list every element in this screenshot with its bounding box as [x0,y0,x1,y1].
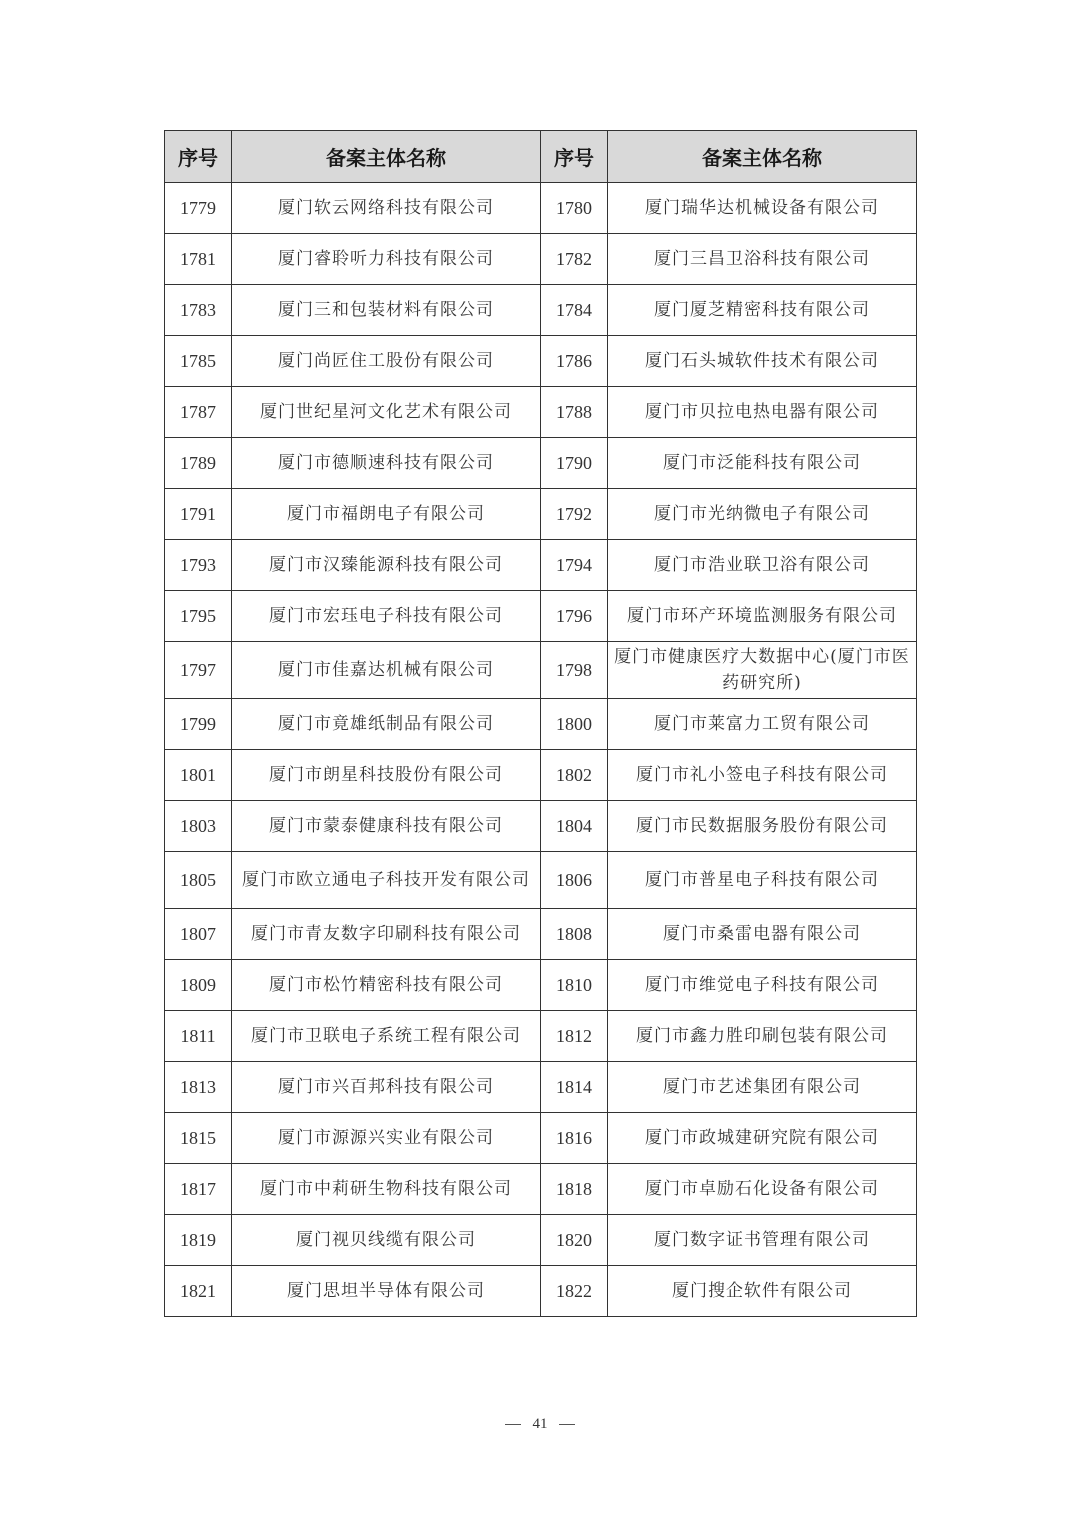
row-number-right: 1796 [541,591,608,642]
table-row [165,960,917,1011]
entity-name-right: 厦门市环产环境监测服务有限公司 [608,591,917,642]
row-number-right: 1812 [541,1011,608,1062]
row-number-left: 1811 [165,1011,232,1062]
entity-name-right: 厦门市光纳微电子有限公司 [608,489,917,540]
entity-name-left: 厦门市兴百邦科技有限公司 [232,1062,541,1113]
row-number-left: 1795 [165,591,232,642]
row-number-left: 1781 [165,234,232,285]
entity-name-right: 厦门搜企软件有限公司 [608,1266,917,1317]
row-number-left: 1779 [165,183,232,234]
entity-name-left: 厦门世纪星河文化艺术有限公司 [232,387,541,438]
row-number-left: 1801 [165,750,232,801]
row-number-right: 1814 [541,1062,608,1113]
entity-name-right: 厦门市普星电子科技有限公司 [608,852,917,909]
row-number-right: 1802 [541,750,608,801]
entity-name-right: 厦门市健康医疗大数据中心(厦门市医药研究所) [608,642,917,699]
entity-name-right: 厦门三昌卫浴科技有限公司 [608,234,917,285]
table-row [165,909,917,960]
table-row [165,438,917,489]
table-row [165,336,917,387]
row-number-left: 1803 [165,801,232,852]
entity-name-left: 厦门市汉臻能源科技有限公司 [232,540,541,591]
row-number-left: 1817 [165,1164,232,1215]
row-number-right: 1808 [541,909,608,960]
row-number-right: 1786 [541,336,608,387]
table-row [165,642,917,699]
entity-name-left: 厦门市宏珏电子科技有限公司 [232,591,541,642]
table-row [165,234,917,285]
entity-name-right: 厦门石头城软件技术有限公司 [608,336,917,387]
table-header-row [165,131,917,183]
row-number-left: 1809 [165,960,232,1011]
entity-name-left: 厦门软云网络科技有限公司 [232,183,541,234]
row-number-right: 1784 [541,285,608,336]
entity-name-right: 厦门市卓励石化设备有限公司 [608,1164,917,1215]
entity-name-left: 厦门市德顺速科技有限公司 [232,438,541,489]
page-footer [0,1416,1080,1433]
row-number-right: 1798 [541,642,608,699]
entity-name-right: 厦门市民数据服务股份有限公司 [608,801,917,852]
row-number-left: 1791 [165,489,232,540]
entity-name-left: 厦门三和包装材料有限公司 [232,285,541,336]
entity-name-left: 厦门市源源兴实业有限公司 [232,1113,541,1164]
entity-name-right: 厦门瑞华达机械设备有限公司 [608,183,917,234]
entity-name-left: 厦门思坦半导体有限公司 [232,1266,541,1317]
entity-name-left: 厦门市蒙泰健康科技有限公司 [232,801,541,852]
entity-name-right: 厦门市艺述集团有限公司 [608,1062,917,1113]
row-number-right: 1810 [541,960,608,1011]
row-number-right: 1822 [541,1266,608,1317]
entity-name-left: 厦门市青友数字印刷科技有限公司 [232,909,541,960]
row-number-left: 1793 [165,540,232,591]
row-number-right: 1804 [541,801,608,852]
row-number-left: 1797 [165,642,232,699]
header-seq-left: 序号 [165,131,232,183]
row-number-left: 1783 [165,285,232,336]
entity-name-right: 厦门市泛能科技有限公司 [608,438,917,489]
footer-dash-left [505,1424,521,1425]
table-row [165,540,917,591]
header-name-right: 备案主体名称 [608,131,917,183]
entity-name-right: 厦门市莱富力工贸有限公司 [608,699,917,750]
row-number-left: 1799 [165,699,232,750]
table-row [165,1113,917,1164]
row-number-left: 1821 [165,1266,232,1317]
entity-name-left: 厦门市福朗电子有限公司 [232,489,541,540]
row-number-right: 1788 [541,387,608,438]
entity-name-left: 厦门市卫联电子系统工程有限公司 [232,1011,541,1062]
table-row [165,591,917,642]
row-number-left: 1807 [165,909,232,960]
entity-name-left: 厦门视贝线缆有限公司 [232,1215,541,1266]
row-number-right: 1782 [541,234,608,285]
row-number-right: 1820 [541,1215,608,1266]
header-name-left: 备案主体名称 [232,131,541,183]
row-number-left: 1815 [165,1113,232,1164]
entity-name-left: 厦门市欧立通电子科技开发有限公司 [232,852,541,909]
entity-name-left: 厦门市中莉研生物科技有限公司 [232,1164,541,1215]
table-row [165,387,917,438]
table-row [165,1164,917,1215]
entity-name-right: 厦门厦芝精密科技有限公司 [608,285,917,336]
row-number-left: 1785 [165,336,232,387]
entity-name-right: 厦门市桑雷电器有限公司 [608,909,917,960]
table-row [165,1062,917,1113]
row-number-left: 1819 [165,1215,232,1266]
table-row [165,750,917,801]
row-number-right: 1790 [541,438,608,489]
entity-name-right: 厦门市鑫力胜印刷包装有限公司 [608,1011,917,1062]
table-row [165,1266,917,1317]
entity-name-right: 厦门市浩业联卫浴有限公司 [608,540,917,591]
entity-name-left: 厦门市竟雄纸制品有限公司 [232,699,541,750]
entity-name-left: 厦门市朗星科技股份有限公司 [232,750,541,801]
entity-name-right: 厦门市政城建研究院有限公司 [608,1113,917,1164]
table-row [165,1215,917,1266]
entity-name-left: 厦门市松竹精密科技有限公司 [232,960,541,1011]
row-number-left: 1787 [165,387,232,438]
page-number: 41 [532,1416,548,1432]
table-row [165,852,917,909]
entity-name-right: 厦门市礼小签电子科技有限公司 [608,750,917,801]
table-row [165,183,917,234]
row-number-right: 1800 [541,699,608,750]
table-row [165,1011,917,1062]
table-row [165,801,917,852]
entity-name-left: 厦门市佳嘉达机械有限公司 [232,642,541,699]
entity-name-right: 厦门市维觉电子科技有限公司 [608,960,917,1011]
table-row [165,285,917,336]
footer-dash-right [559,1424,575,1425]
table-row [165,489,917,540]
table-row [165,699,917,750]
row-number-right: 1780 [541,183,608,234]
row-number-right: 1806 [541,852,608,909]
row-number-right: 1818 [541,1164,608,1215]
entity-name-right: 厦门市贝拉电热电器有限公司 [608,387,917,438]
row-number-right: 1816 [541,1113,608,1164]
entity-name-left: 厦门睿聆听力科技有限公司 [232,234,541,285]
header-seq-right: 序号 [541,131,608,183]
entity-name-left: 厦门尚匠住工股份有限公司 [232,336,541,387]
row-number-left: 1789 [165,438,232,489]
row-number-right: 1792 [541,489,608,540]
entity-name-right: 厦门数字证书管理有限公司 [608,1215,917,1266]
row-number-right: 1794 [541,540,608,591]
row-number-left: 1813 [165,1062,232,1113]
row-number-left: 1805 [165,852,232,909]
registry-table [164,130,917,1317]
